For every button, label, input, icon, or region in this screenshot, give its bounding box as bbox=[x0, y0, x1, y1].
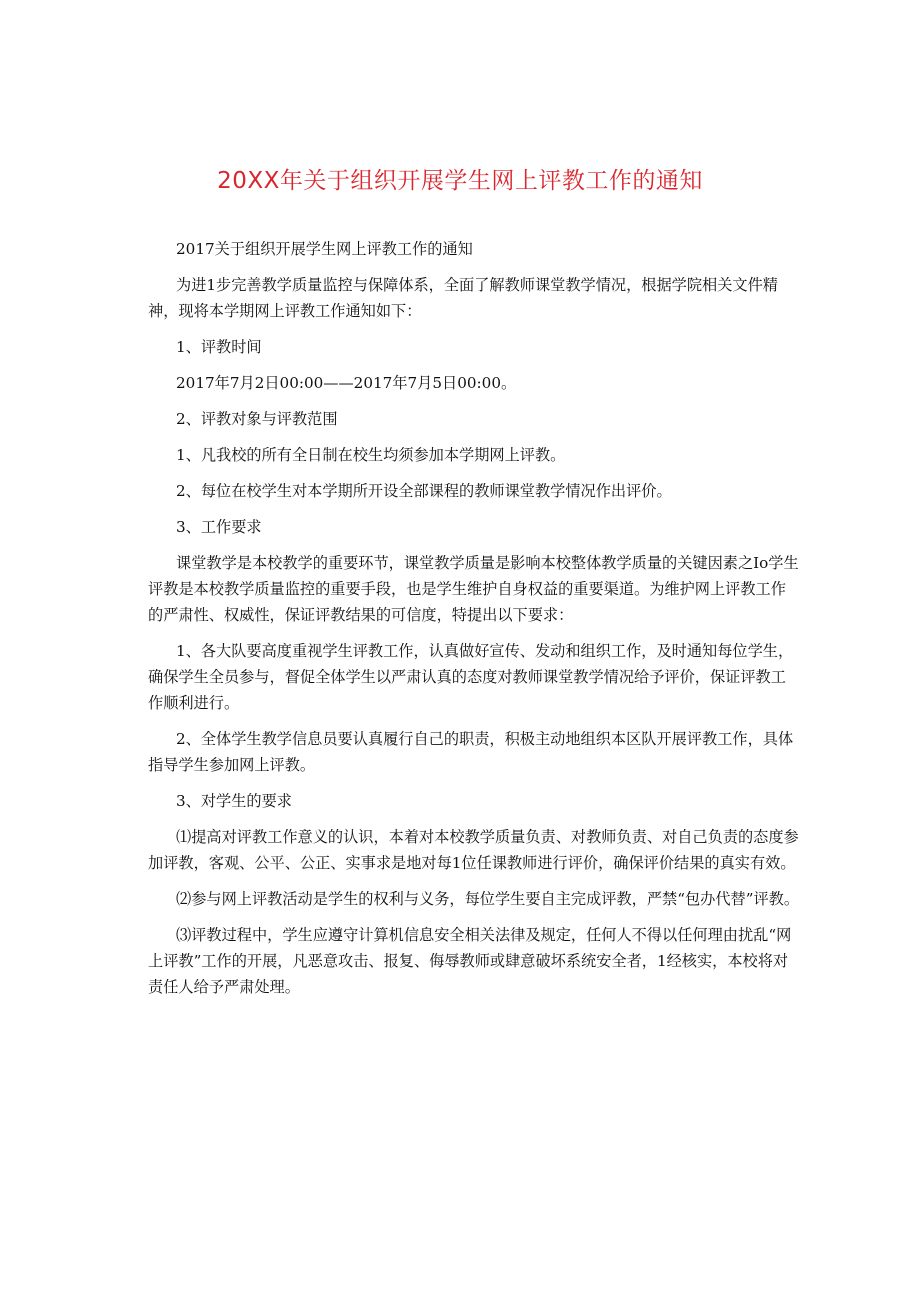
intro-paragraph: 为进1步完善教学质量监控与保障体系，全面了解教师课堂教学情况，根据学院相关文件精神，现将本学期网上评教工作通知如下： bbox=[148, 276, 778, 320]
scope-item-2: 2、每位在校学生对本学期所开设全部课程的教师课堂教学情况作出评价。 bbox=[176, 482, 672, 500]
section-heading-scope: 2、评教对象与评教范围 bbox=[176, 410, 338, 428]
student-requirement-2: ⑵参与网上评教活动是学生的权利与义务，每位学生要自主完成评教，严禁“包办代替”评教。 bbox=[176, 890, 800, 908]
requirement-item-2: 2、全体学生教学信息员要认真履行自己的职责，积极主动地组织本区队开展评教工作，具体指导学生参加网上评教。 bbox=[148, 730, 794, 774]
student-requirement-3: ⑶评教过程中，学生应遵守计算机信息安全相关法律及规定，任何人不得以任何理由扰乱“网上评教”工作的开展，凡恶意攻击、报复、侮辱教师或肆意破坏系统安全者，1经核实，本校将对责任人给予严肃处理。 bbox=[148, 926, 792, 996]
requirement-item-1: 1、各大队要高度重视学生评教工作，认真做好宣传、发动和组织工作，及时通知每位学生，确保学生全员参与，督促全体学生以严肃认真的态度对教师课堂教学情况给予评价，保证评教工作顺利进行。 bbox=[148, 642, 794, 712]
notice-heading: 2017关于组织开展学生网上评教工作的通知 bbox=[176, 240, 473, 258]
student-requirement-1: ⑴提高对评教工作意义的认识，本着对本校教学质量负责、对教师负责、对自己负责的态度参加评教，客观、公平、公正、实事求是地对每1位任课教师进行评价，确保评价结果的真实有效。 bbox=[148, 828, 799, 872]
requirements-intro: 课堂教学是本校教学的重要环节，课堂教学质量是影响本校整体教学质量的关键因素之Io学生评教是本校教学质量监控的重要手段，也是学生维护自身权益的重要渠道。为维护网上评教工作的严肃性、权威性，保证评教结果的可信度，特提出以下要求： bbox=[148, 554, 799, 624]
evaluation-period: 2017年7月2日00:00——2017年7月5日00:00。 bbox=[176, 374, 517, 392]
scope-item-1: 1、凡我校的所有全日制在校生均须参加本学期网上评教。 bbox=[176, 446, 566, 464]
section-heading-requirements: 3、工作要求 bbox=[176, 518, 262, 536]
document-body bbox=[148, 236, 800, 1010]
document-title: 20XX年关于组织开展学生网上评教工作的通知 bbox=[217, 168, 703, 194]
section-heading-time: 1、评教时间 bbox=[176, 338, 262, 356]
section-heading-student-requirements: 3、对学生的要求 bbox=[176, 792, 292, 810]
